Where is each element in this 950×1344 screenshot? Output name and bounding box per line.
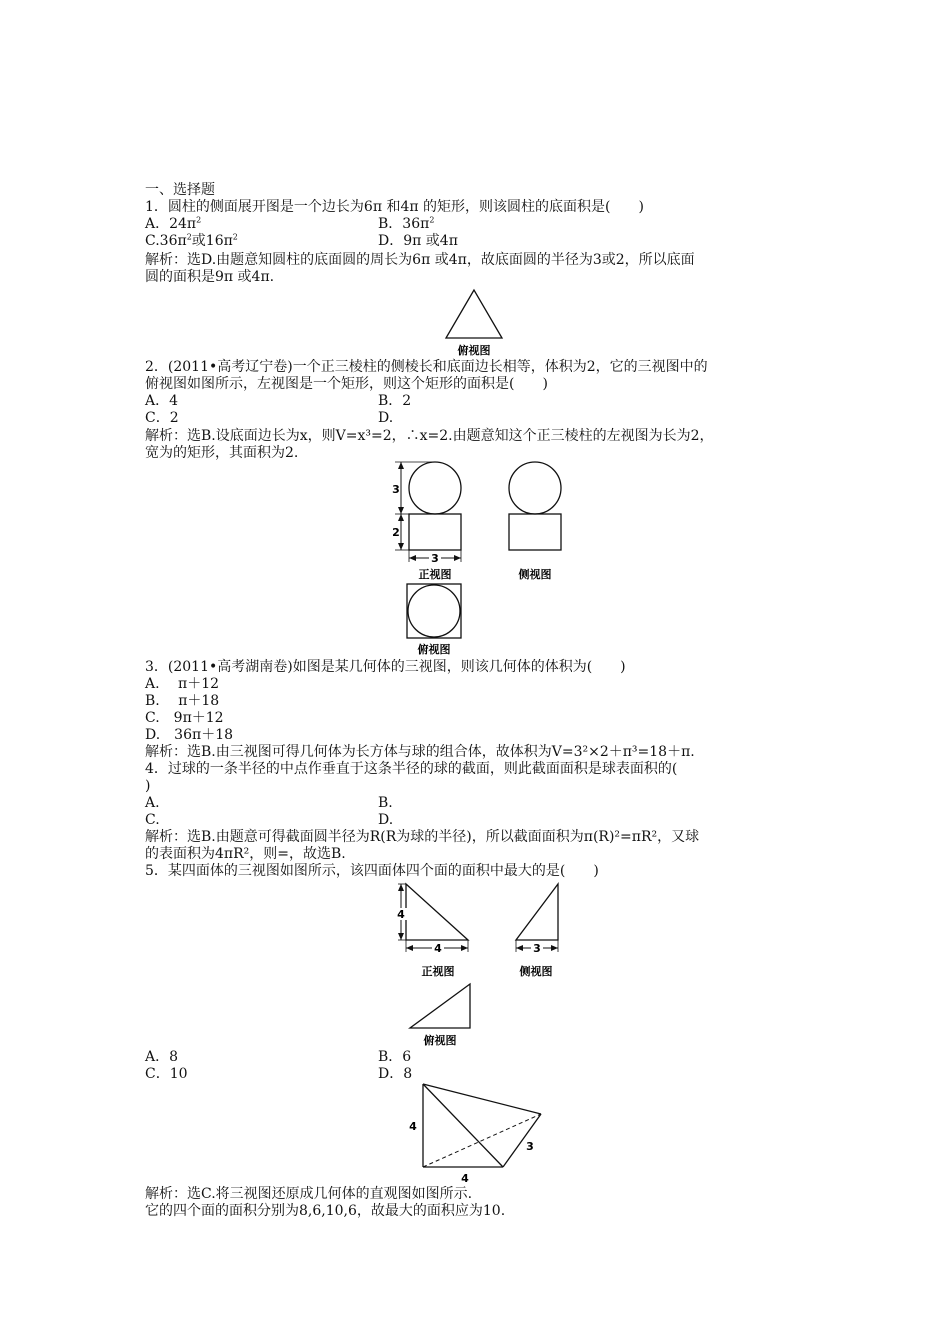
side-dim-3: 3 — [533, 942, 541, 955]
q2-explanation-line2: 宽为的矩形，其面积为2. — [145, 445, 299, 461]
front-view-triangle — [406, 884, 468, 940]
edge-right — [503, 1114, 541, 1167]
q4-option-b: B. — [378, 795, 393, 811]
q5-three-views-svg — [392, 880, 562, 1050]
q2-triangle-svg — [440, 286, 510, 358]
q1-option-a: A．$24\pi^2$ — [145, 215, 202, 232]
front-dim-4-vertical: 4 — [397, 908, 405, 921]
q5-tetrahedron-svg — [405, 1080, 555, 1190]
arrow-icon — [461, 945, 468, 951]
q4-explanation-line1: 解析：选B.由题意可得截面圆半径为R(R为球的半径)，所以截面面积为π(R)²=πR²，又球 — [145, 829, 700, 845]
q5-option-c: C．10 — [145, 1066, 188, 1082]
q4-option-c: C. — [145, 812, 160, 828]
q2-figure — [440, 286, 510, 358]
side-view-triangle — [516, 884, 558, 940]
q3-figure — [385, 458, 585, 658]
side-view-caption: 侧视图 — [519, 965, 553, 978]
q1-option-d: D．9π 或4π — [378, 233, 458, 249]
top-view-box — [407, 584, 461, 638]
q3-option-d: D. 36π＋18 — [145, 727, 234, 743]
arrow-icon — [398, 514, 404, 521]
solid-dim-right: 3 — [526, 1140, 534, 1153]
front-view-sphere — [409, 462, 461, 514]
q3-three-views-svg — [385, 458, 585, 658]
arrow-icon — [516, 945, 523, 951]
q1-explanation-line1: 解析：选D.由题意知圆柱的底面圆的周长为6π 或4π，故底面圆的半径为3或2，所以底面 — [145, 252, 695, 268]
side-view-sphere — [509, 462, 561, 514]
q4-option-d: D. — [378, 812, 394, 828]
front-dim-4-horizontal: 4 — [434, 942, 442, 955]
solid-dim-bottom: 4 — [461, 1172, 469, 1185]
q2-option-a: A．4 — [145, 393, 179, 409]
arrow-icon — [398, 933, 404, 940]
q2-option-c: C．2 — [145, 410, 179, 426]
arrow-icon — [409, 555, 416, 561]
q1-stem: 1．圆柱的侧面展开图是一个边长为6π 和4π 的矩形，则该圆柱的底面积是( ) — [145, 199, 644, 215]
q2-stem-line1: 2．(2011•高考辽宁卷)一个正三棱柱的侧棱长和底面边长相等，体积为2，它的三视图中的 — [145, 359, 708, 375]
top-view-sphere — [408, 585, 460, 637]
q2-option-b: B．2 — [378, 393, 412, 409]
q4-stem-line1: 4．过球的一条半径的中点作垂直于这条半径的球的截面，则此截面面积是球表面积的( — [145, 761, 678, 777]
edge-diagonal — [423, 1084, 503, 1167]
q5-solid-figure — [405, 1080, 555, 1190]
q5-option-d: D．8 — [378, 1066, 413, 1082]
arrow-icon — [398, 884, 404, 891]
q5-option-b: B．6 — [378, 1049, 412, 1065]
arrow-icon — [551, 945, 558, 951]
q4-explanation-line2: 的表面积为4πR²，则=，故选B. — [145, 846, 346, 862]
q1-option-b: B．$36\pi^2$ — [378, 215, 435, 232]
q3-option-c: C. 9π＋12 — [145, 710, 224, 726]
q4-stem-line2: ) — [145, 778, 151, 794]
top-view-caption: 俯视图 — [417, 643, 451, 656]
edge-hidden-dashed — [423, 1114, 541, 1167]
q5-explanation-line1: 解析：选C.将三视图还原成几何体的直观图如图所示. — [145, 1186, 473, 1202]
top-view-triangle — [410, 984, 470, 1028]
q4-option-a: A. — [145, 795, 160, 811]
front-view-caption: 正视图 — [421, 965, 455, 978]
solid-dim-left: 4 — [409, 1120, 417, 1133]
side-view-box — [509, 514, 561, 550]
arrow-icon — [454, 555, 461, 561]
q3-stem: 3．(2011•高考湖南卷)如图是某几何体的三视图，则该几何体的体积为( ) — [145, 659, 626, 675]
q5-option-a: A．8 — [145, 1049, 179, 1065]
front-dim-3: 3 — [392, 483, 400, 496]
side-view-caption: 侧视图 — [518, 568, 552, 581]
q1-option-c: $C.36\pi^2$或$16\pi^2$ — [145, 232, 238, 249]
arrow-icon — [398, 462, 404, 469]
front-view-box — [409, 514, 461, 550]
arrow-icon — [406, 945, 413, 951]
front-dim-3-horizontal: 3 — [431, 552, 439, 565]
section-title: 一、选择题 — [145, 182, 215, 198]
q5-figure — [392, 880, 562, 1050]
front-view-caption: 正视图 — [418, 568, 452, 581]
q3-option-b: B. π＋18 — [145, 693, 220, 709]
q2-option-d: D. — [378, 410, 394, 426]
front-dim-2: 2 — [392, 526, 400, 539]
q1-explanation-line2: 圆的面积是9π 或4π. — [145, 269, 275, 285]
q3-option-a: A. π＋12 — [145, 676, 220, 692]
arrow-icon — [398, 507, 404, 514]
q3-explanation: 解析：选B.由三视图可得几何体为长方体与球的组合体，故体积为V=3²×2＋π³=18＋π. — [145, 744, 695, 760]
q2-figure-caption: 俯视图 — [457, 344, 491, 357]
edge-top — [423, 1084, 541, 1114]
q5-stem: 5．某四面体的三视图如图所示，该四面体四个面的面积中最大的是( ) — [145, 863, 599, 879]
top-view-caption: 俯视图 — [423, 1034, 457, 1047]
q2-stem-line2: 俯视图如图所示，左视图是一个矩形，则这个矩形的面积是( ) — [145, 376, 548, 392]
q5-explanation-line2: 它的四个面的面积分别为8,6,10,6，故最大的面积应为10. — [145, 1203, 506, 1219]
triangle-shape — [446, 290, 502, 338]
arrow-icon — [398, 543, 404, 550]
q2-explanation-line1: 解析：选B.设底面边长为x，则V=x³=2，∴x=2.由题意知这个正三棱柱的左视图为长为2， — [145, 428, 714, 444]
